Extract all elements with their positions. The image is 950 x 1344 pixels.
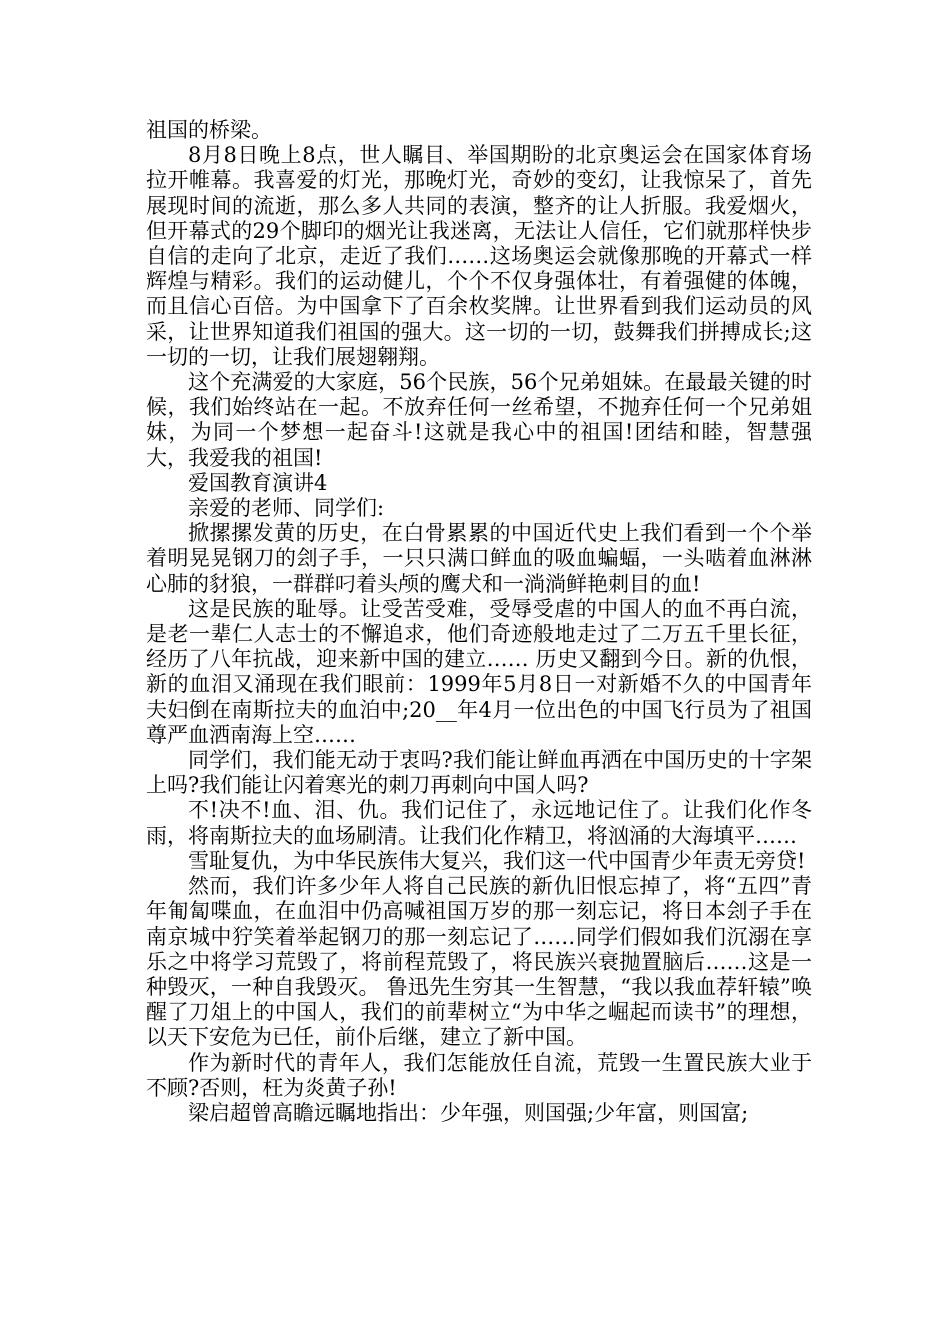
paragraph: 雪耻复仇，为中华民族伟大复兴，我们这一代中国青少年责无旁贷!	[188, 848, 806, 873]
paragraph: 掀摞摞发黄的历史，在白骨累累的中国近代史上我们看到一个个举着明晃晃钢刀的刽子手，一只只满口鲜血的吸血蝙蝠，一头啮着血淋淋心肺的豺狼，一群群叼着头颅的鹰犬和一淌淌鲜艳刺目的血!	[146, 521, 812, 596]
paragraph: 8月8日晚上8点，世人瞩目、举国期盼的北京奥运会在国家体育场拉开帷幕。我喜爱的灯光，那晚灯光，奇妙的变幻，让我惊呆了，首先展现时间的流逝，那么多人共同的表演，整齐的让人折服。我爱烟火，但开幕式的29个脚印的烟光让我迷离，无法让人信任，它们就那样快步自信的走向了北京，走近了我们……这场奥运会就像那晚的开幕式一样辉煌与精彩。我们的运动健儿，个个不仅身强体壮，有着强健的体魄，而且信心百倍。为中国拿下了百余枚奖牌。让世界看到我们运动员的风采，让世界知道我们祖国的强大。这一切的一切，鼓舞我们拼搏成长;这一切的一切，让我们展翅翱翔。	[146, 143, 812, 369]
paragraph: 然而，我们许多少年人将自己民族的新仇旧恨忘掉了，将“五四”青年匍匐喋血，在血泪中仍高喊祖国万岁的那一刻忘记，将日本刽子手在南京城中狞笑着举起钢刀的那一刻忘记了……同学们假如我们沉溺在享乐之中将学习荒毁了，将前程荒毁了，将民族兴衰抛置脑后……这是一种毁灭，一种自我毁灭。 鲁迅先生穷其一生智慧，“我以我血荐轩辕”唤醒了刀俎上的中国人，我们的前辈树立“为中华之崛起而读书”的理想，以天下安危为已任，前仆后继，建立了新中国。	[146, 874, 812, 1050]
section-heading: 爱国教育演讲4	[188, 470, 328, 495]
salutation: 亲爱的老师、同学们:	[188, 496, 385, 521]
paragraph: 同学们，我们能无动于衷吗?我们能让鲜血再洒在中国历史的十字架上吗?我们能让闪着寒光的刺刀再刺向中国人吗?	[146, 748, 812, 798]
paragraph: 这个充满爱的大家庭，56个民族，56个兄弟姐妹。在最最关键的时候，我们始终站在一起。不放弃任何一丝希望，不抛弃任何一个兄弟姐妹，为同一个梦想一起奋斗!这就是我心中的祖国!团结和睦，智慧强大，我爱我的祖国!	[146, 370, 812, 470]
paragraph: 祖国的桥梁。	[146, 118, 272, 142]
paragraph: 作为新时代的青年人，我们怎能放任自流，荒毁一生置民族大业于不顾?否则，枉为炎黄子孙!	[146, 1050, 812, 1100]
paragraph: 梁启超曾高瞻远瞩地指出：少年强，则国强;少年富，则国富;	[188, 1100, 749, 1125]
paragraph: 不!决不!血、泪、仇。我们记住了，永远地记住了。让我们化作冬雨，将南斯拉夫的血场刷清。让我们化作精卫，将汹涌的大海填平……	[146, 798, 812, 848]
document-page	[146, 118, 812, 1126]
paragraph: 这是民族的耻辱。让受苦受难，受辱受虐的中国人的血不再白流，是老一辈仁人志士的不懈追求，他们奇迹般地走过了二万五千里长征，经历了八年抗战，迎来新中国的建立…… 历史又翻到今日。新的仇恨，新的血泪又涌现在我们眼前：1999年5月8日一对新婚不久的中国青年夫妇倒在南斯拉夫的血泊中;20__年4月一位出色的中国飞行员为了祖国尊严血洒南海上空……	[146, 596, 812, 747]
